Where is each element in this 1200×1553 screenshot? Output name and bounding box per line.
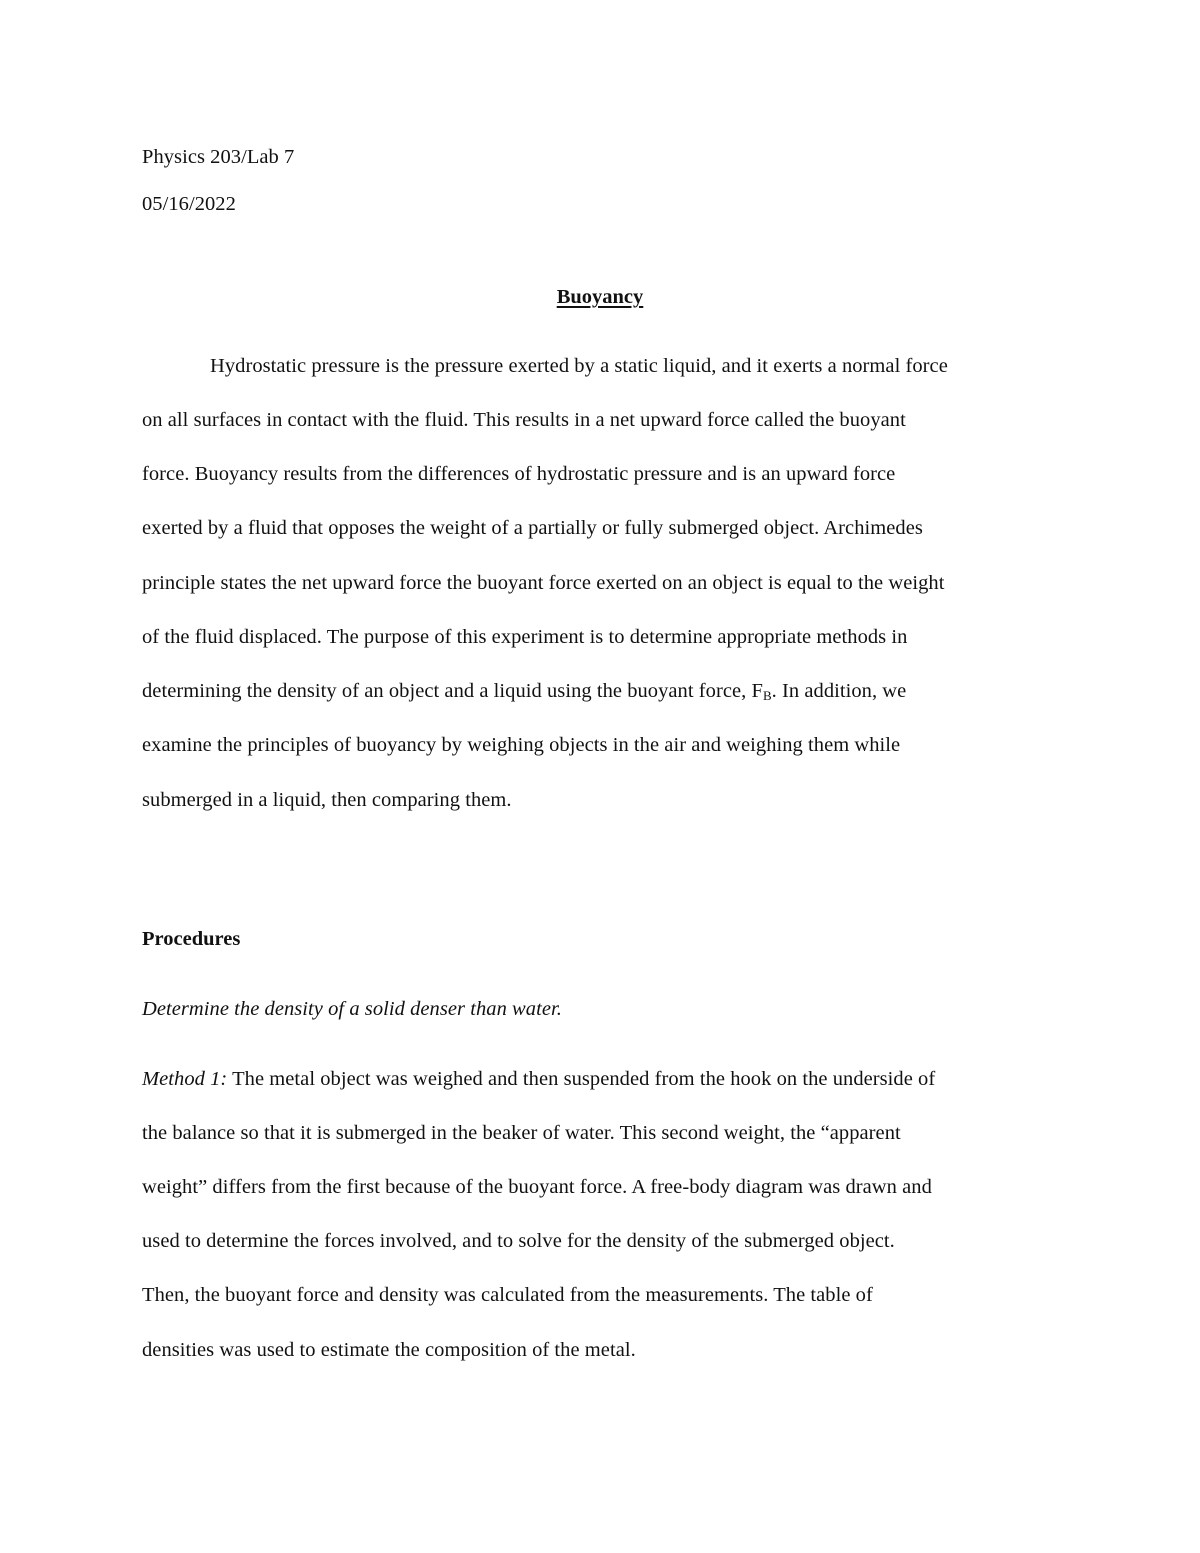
intro-line: examine the principles of buoyancy by weighing objects in the air and weighing them while bbox=[142, 734, 901, 756]
method-line: the balance so that it is submerged in the beaker of water. This second weight, the “apparent bbox=[142, 1122, 901, 1144]
procedures-subheading: Determine the density of a solid denser than water. bbox=[142, 998, 562, 1020]
procedures-heading: Procedures bbox=[142, 928, 241, 950]
intro-line: on all surfaces in contact with the fluid. This results in a net upward force called the buoyant bbox=[142, 409, 906, 431]
method-text: The metal object was weighed and then suspended from the hook on the underside of bbox=[227, 1068, 936, 1090]
intro-line bbox=[142, 677, 906, 705]
method-line: used to determine the forces involved, and to solve for the density of the submerged object. bbox=[142, 1230, 895, 1252]
method-line bbox=[142, 1065, 935, 1093]
intro-line: Hydrostatic pressure is the pressure exerted by a static liquid, and it exerts a normal force bbox=[210, 355, 948, 377]
method-line: densities was used to estimate the composition of the metal. bbox=[142, 1339, 636, 1361]
method-line: Then, the buoyant force and density was calculated from the measurements. The table of bbox=[142, 1284, 873, 1306]
method-line: weight” differs from the first because of the buoyant force. A free-body diagram was drawn and bbox=[142, 1176, 932, 1198]
intro-line: of the fluid displaced. The purpose of this experiment is to determine appropriate methods in bbox=[142, 626, 908, 648]
intro-line: force. Buoyancy results from the differences of hydrostatic pressure and is an upward force bbox=[142, 463, 896, 485]
intro-line-text: . In addition, we bbox=[771, 680, 907, 702]
document-title: Buoyancy bbox=[556, 286, 644, 308]
course-header: Physics 203/Lab 7 bbox=[142, 146, 295, 168]
intro-line: exerted by a fluid that opposes the weight of a partially or fully submerged object. Archimedes bbox=[142, 517, 923, 539]
intro-line: submerged in a liquid, then comparing them. bbox=[142, 789, 512, 811]
subscript-b: B bbox=[762, 688, 772, 703]
date-header: 05/16/2022 bbox=[142, 193, 236, 215]
intro-line-text: determining the density of an object and a liquid using the buoyant force, F bbox=[142, 680, 763, 702]
method-label: Method 1: bbox=[142, 1068, 228, 1090]
intro-line: principle states the net upward force the buoyant force exerted on an object is equal to the weight bbox=[142, 572, 945, 594]
